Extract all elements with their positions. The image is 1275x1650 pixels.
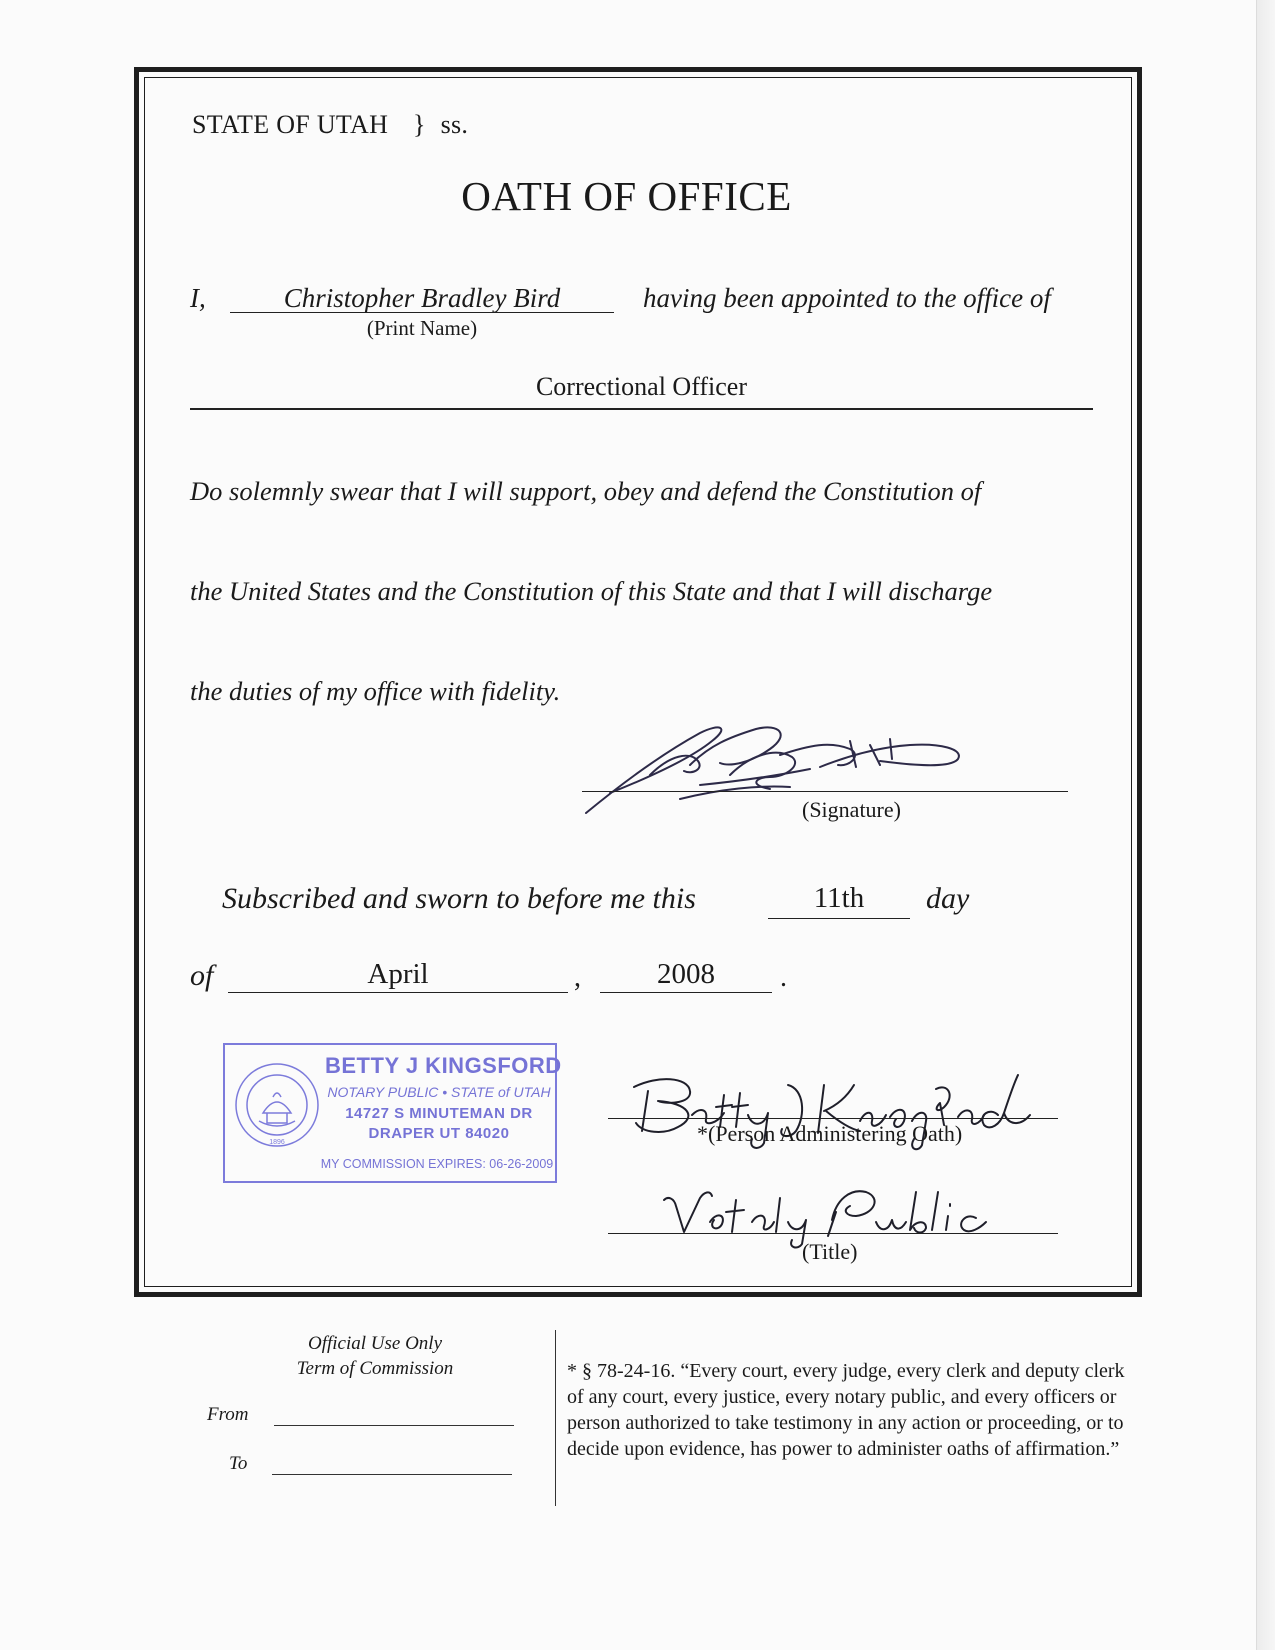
stamp-notary-name: BETTY J KINGSFORD xyxy=(325,1053,562,1078)
official-use-heading: Official Use Only xyxy=(307,1333,443,1354)
subscribed-text: Subscribed and sworn to before me this xyxy=(222,882,696,915)
title-caption: (Title) xyxy=(802,1239,858,1264)
footer-divider xyxy=(555,1330,556,1506)
stamp-address-1: 14727 S MINUTEMAN DR xyxy=(345,1105,533,1122)
print-name-caption: (Print Name) xyxy=(366,316,478,340)
day-underline xyxy=(768,918,910,919)
date-period: . xyxy=(780,962,787,993)
from-label: From xyxy=(207,1404,249,1425)
venue-brace: } xyxy=(413,110,426,139)
oath-i-label: I, xyxy=(190,283,206,313)
title-underline xyxy=(608,1233,1058,1234)
stamp-notary-title: NOTARY PUBLIC • STATE of UTAH xyxy=(327,1084,551,1100)
month-value: April xyxy=(367,958,429,990)
term-of-commission-heading: Term of Commission xyxy=(296,1358,454,1379)
page-edge xyxy=(1256,0,1275,1650)
ss-label: ss. xyxy=(440,110,469,139)
title-row xyxy=(0,172,1275,220)
oath-text-line-1: Do solemnly swear that I will support, obey and defend the Constitution of xyxy=(190,476,982,506)
appointed-text: having been appointed to the office of xyxy=(643,283,1051,313)
to-label: To xyxy=(229,1453,248,1474)
page-title: OATH OF OFFICE xyxy=(461,173,792,219)
from-field[interactable] xyxy=(274,1425,514,1426)
statute-citation: * § 78-24-16. “Every court, every judge, every clerk and deputy clerk of any court, every justice, every notary public, and every officers or person authorized to take testimony in any action or proceeding, or to decide upon evidence, has power to administer oaths of affirmation.” xyxy=(567,1360,1125,1460)
oath-text-line-2: the United States and the Constitution of this State and that I will discharge xyxy=(190,576,993,606)
notary-stamp xyxy=(223,1043,562,1183)
oath-name-value: Christopher Bradley Bird xyxy=(283,283,561,313)
venue-line xyxy=(192,110,468,140)
date-comma: , xyxy=(574,962,581,993)
month-underline xyxy=(228,992,568,993)
signature-caption: (Signature) xyxy=(802,797,901,822)
office-value: Correctional Officer xyxy=(535,372,748,401)
svg-text:1896: 1896 xyxy=(269,1139,285,1146)
oath-text-line-3: the duties of my office with fidelity. xyxy=(190,676,561,706)
name-underline xyxy=(230,312,614,313)
signature-underline xyxy=(582,791,1068,792)
to-field[interactable] xyxy=(272,1474,512,1475)
of-word: of xyxy=(190,959,214,992)
stamp-expiration: MY COMMISSION EXPIRES: 06-26-2009 xyxy=(320,1157,554,1171)
day-word: day xyxy=(926,882,970,915)
administrator-underline xyxy=(608,1118,1058,1119)
officer-signature xyxy=(580,715,1000,825)
utah-seal-icon xyxy=(233,1061,321,1149)
state-label: STATE OF UTAH xyxy=(192,110,389,139)
notary-title-handwriting xyxy=(660,1180,1060,1250)
stamp-address-2: DRAPER UT 84020 xyxy=(368,1125,510,1142)
office-underline xyxy=(190,408,1093,410)
year-underline xyxy=(600,992,772,993)
administrator-caption: *(Person Administering Oath) xyxy=(697,1121,963,1146)
year-value: 2008 xyxy=(657,958,715,990)
day-value: 11th xyxy=(813,882,865,914)
